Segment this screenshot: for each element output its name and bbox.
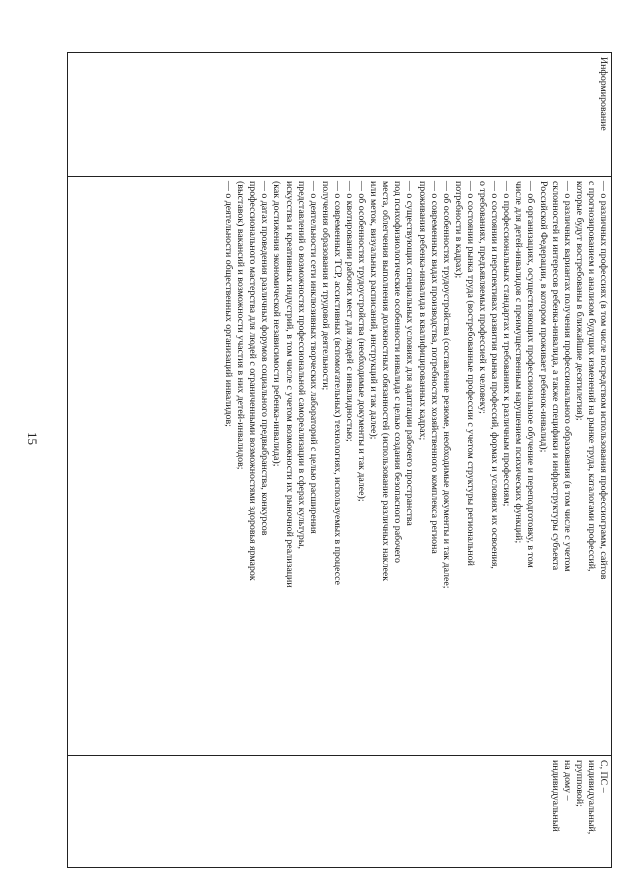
content-line: — о состоянии рынка труда (востребованные профессии с учетом структуры региональной xyxy=(464,181,476,566)
format-line: С, ПС – xyxy=(598,760,609,793)
content-line: получения образования и трудовой деятельности; xyxy=(319,181,331,391)
rotated-document-sheet xyxy=(67,52,612,840)
content-line: (как достижения экономической независимости ребенка-инвалида); xyxy=(271,181,283,467)
content-line: (выставок) вакансий и возможности участия в них детей-инвалидов; xyxy=(235,181,247,470)
content-line: — о датах проведения различных форумов социального предвыбранства, конкурсов xyxy=(259,181,271,536)
content-cell xyxy=(68,177,612,756)
table-row xyxy=(68,53,612,868)
content-line: — о деятельности сети инклюзивных творческих лабораторий с целью расширения xyxy=(307,181,319,534)
content-line: — об организациях, осуществляющих профессиональное обучение и переподготовку, в том xyxy=(525,181,537,568)
content-line: с прогнозированием и анализом будущих изменений на рынке труда, каталогами профессий, xyxy=(585,181,597,572)
section-label-cell xyxy=(68,53,612,177)
content-line: потребности в кадрах); xyxy=(452,181,464,279)
content-line: — о современных видах производства, потребностях хозяйственного комплекса региона xyxy=(428,181,440,554)
content-line: — о существующих специальных условиях для адаптации рабочего пространства xyxy=(404,181,416,526)
format-line: индивидуальный, xyxy=(585,760,597,835)
content-line: — о деятельности общественных организаций инвалидов; xyxy=(223,181,235,427)
section-label: Информирование xyxy=(598,57,609,131)
format-line: на дому – xyxy=(561,760,573,801)
services-table xyxy=(67,52,612,868)
content-line: проживания ребенка-инвалида в квалифицированных кадрах; xyxy=(416,181,428,441)
content-line: — об особенностях трудоустройства (составление резюме, необходимые документы и так далее; xyxy=(440,181,452,589)
content-line: которые будут востребованы в ближайшие десятилетия); xyxy=(573,181,585,421)
content-line: представлений о возможностях профессиональной самореализации в сферах культуры, xyxy=(295,181,307,549)
format-line: групповой; xyxy=(573,760,585,807)
content-line: места, облегчения выполнения должностных обязанностей (использование различных наклеек xyxy=(380,181,392,582)
content-line: — о профессиональных стандартах и требованиях к различным профессиям; xyxy=(501,181,513,507)
content-line: — об особенностях трудоустройства (необходимые документы и так далее); xyxy=(356,181,368,502)
format-line: индивидуальный xyxy=(549,760,561,832)
content-line: — о различных профессиях (в том числе посредством использования профессиограмм, сайтов xyxy=(598,181,609,580)
page-number: 15 xyxy=(25,432,40,445)
content-line: — о квотировании рабочих мест для людей с инвалидностью; xyxy=(344,181,356,442)
format-cell xyxy=(68,756,612,868)
content-line: — о современных ТСР, ассистивных (вспомогательных) технологиях, используемых в процессе xyxy=(331,181,343,585)
content-line: Российской Федерации, в котором проживает ребенок-инвалид); xyxy=(537,181,549,453)
content-line: — о различных вариантах получения профессионального образования (в том числе с учетом xyxy=(561,181,573,572)
content-line: искусства и креативных индустрий, в том числе с учетом возможности их рыночной реализации xyxy=(283,181,295,588)
content-line: или меток, визуальных расписаний, инструкций и так далее); xyxy=(368,181,380,440)
content-line: профессионального мастерства для людей с ограниченными возможностями здоровья ярмарок xyxy=(247,181,259,581)
content-line: склонностей и интересов ребенка-инвалида, а также специфики и инфраструктуры субъекта xyxy=(549,181,561,571)
content-line: под психофизиологические особенности инвалида с целью создания безопасного рабочего xyxy=(392,181,404,563)
content-line: — о состоянии и перспективах развития рынка профессий, формах и условиях их освоения, xyxy=(489,181,501,569)
content-line: о требованиях, предъявляемых профессией к человеку; xyxy=(477,181,489,414)
content-line: числе для детей-инвалидов с преимущественным нарушением психических функций; xyxy=(513,181,525,544)
